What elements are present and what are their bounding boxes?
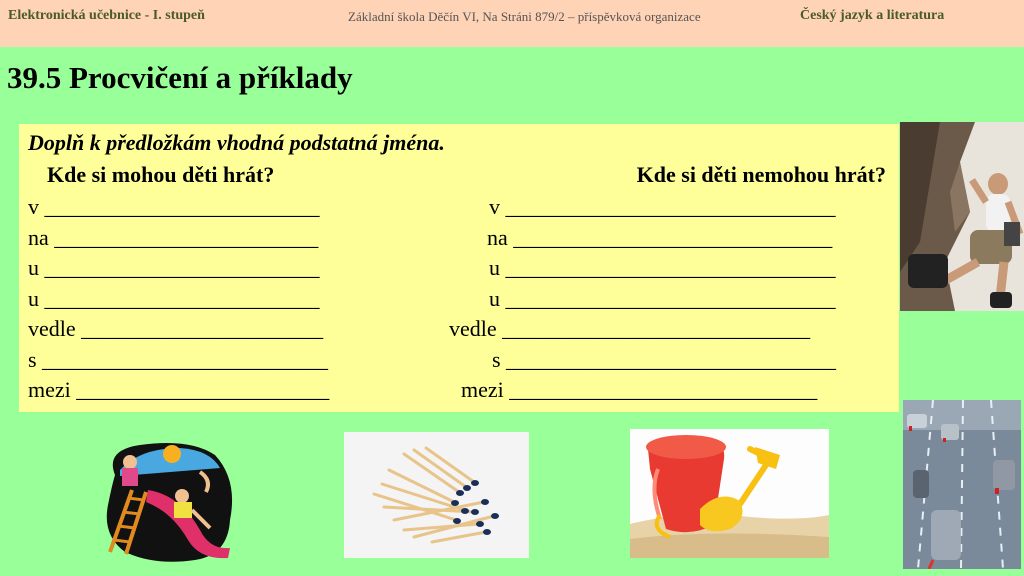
- rock-climber-image: [900, 122, 1024, 311]
- sand-bucket-image: [630, 429, 829, 558]
- right-row-7[interactable]: mezi ____________________________: [461, 377, 818, 402]
- left-question: Kde si mohou děti hrát?: [47, 162, 275, 187]
- header-center-text: Základní škola Děčín VI, Na Stráni 879/2 – příspěvková organizace: [348, 9, 701, 24]
- slide-clipart: [100, 440, 235, 565]
- left-row-7[interactable]: mezi _______________________: [28, 377, 330, 402]
- page-title: 39.5 Procvičení a příklady: [7, 60, 353, 95]
- exercise-instruction: Doplň k předložkám vhodná podstatná jména.: [28, 130, 445, 155]
- right-row-2[interactable]: na _____________________________: [487, 225, 833, 250]
- exercise-panel: [19, 124, 899, 412]
- right-row-4[interactable]: u ______________________________: [489, 286, 836, 311]
- matches-image: [344, 432, 529, 558]
- right-row-6[interactable]: s ______________________________: [492, 347, 837, 372]
- header-right-text: Český jazyk a literatura: [800, 8, 945, 23]
- right-question: Kde si děti nemohou hrát?: [636, 162, 886, 187]
- right-row-3[interactable]: u ______________________________: [489, 255, 836, 280]
- left-row-6[interactable]: s __________________________: [28, 347, 329, 372]
- right-row-5[interactable]: vedle ____________________________: [449, 316, 811, 341]
- left-row-1[interactable]: v _________________________: [28, 194, 320, 219]
- header-bar: [0, 0, 1024, 47]
- left-row-2[interactable]: na ________________________: [28, 225, 319, 250]
- left-row-4[interactable]: u _________________________: [28, 286, 320, 311]
- left-row-3[interactable]: u _________________________: [28, 255, 320, 280]
- left-row-5[interactable]: vedle ______________________: [28, 316, 324, 341]
- right-row-1[interactable]: v ______________________________: [489, 194, 836, 219]
- header-left-text: Elektronická učebnice - I. stupeň: [8, 8, 205, 23]
- highway-image: [903, 400, 1021, 569]
